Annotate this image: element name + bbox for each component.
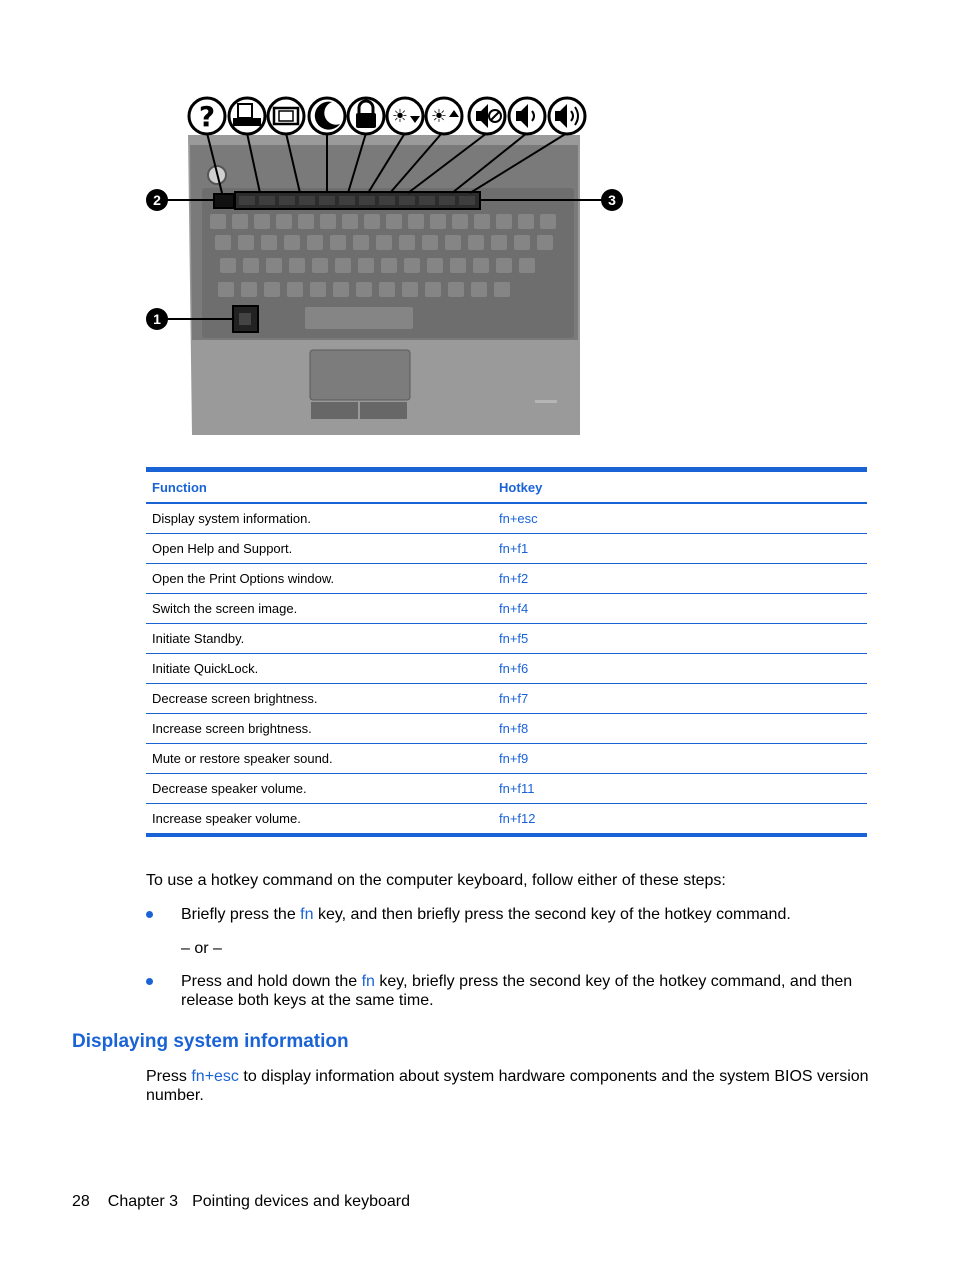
page-number: 28 xyxy=(72,1193,90,1210)
column-header-function: Function xyxy=(152,479,207,495)
keyboard-key xyxy=(537,235,553,250)
table-row xyxy=(146,774,867,804)
keyboard-key xyxy=(376,235,392,250)
keyboard-key xyxy=(284,235,300,250)
hotkey-cell: fn+f8 xyxy=(493,714,867,744)
keyboard-key xyxy=(287,282,303,297)
function-cell: Open Help and Support. xyxy=(146,534,493,564)
keyboard-key xyxy=(232,214,248,229)
function-cell: Mute or restore speaker sound. xyxy=(146,744,493,774)
keyboard-key xyxy=(342,214,358,229)
table-row xyxy=(146,744,867,774)
svg-text:☀: ☀ xyxy=(430,106,448,127)
space-bar xyxy=(305,307,413,329)
hotkey-cell: fn+f4 xyxy=(493,594,867,624)
keyboard-key xyxy=(496,258,512,273)
keyboard-key xyxy=(333,282,349,297)
hotkey-cell: fn+f7 xyxy=(493,684,867,714)
function-cell: Initiate Standby. xyxy=(146,624,493,654)
bullet-2-dot xyxy=(146,978,153,985)
mute-icon xyxy=(469,98,505,134)
keyboard-key xyxy=(218,282,234,297)
keyboard-key xyxy=(540,214,556,229)
brightness-up-icon xyxy=(426,98,462,134)
bullet-2-line2: release both keys at the same time. xyxy=(181,992,434,1009)
keyboard-illustration xyxy=(140,90,640,440)
function-key xyxy=(319,196,335,205)
keyboard-key xyxy=(289,258,305,273)
table-row xyxy=(146,534,867,564)
keyboard-key xyxy=(264,282,280,297)
keyboard-key xyxy=(425,282,441,297)
keyboard-key xyxy=(307,235,323,250)
bullet-2-key: fn xyxy=(361,973,375,990)
keyboard-key xyxy=(381,258,397,273)
callout-3 xyxy=(601,189,623,211)
function-key xyxy=(299,196,315,205)
function-cell: Initiate QuickLock. xyxy=(146,654,493,684)
bullet-1-key: fn xyxy=(300,906,314,923)
keyboard-key xyxy=(243,258,259,273)
keyboard-key xyxy=(518,214,534,229)
esc-key-highlight xyxy=(214,194,234,208)
section-heading: Displaying system information xyxy=(72,1031,349,1052)
intro-text: To use a hotkey command on the computer keyboard, follow either of these steps: xyxy=(146,872,726,889)
hotkey-cell: fn+f11 xyxy=(493,774,867,804)
table-row xyxy=(146,804,867,836)
keyboard-key xyxy=(448,282,464,297)
table-row xyxy=(146,503,867,534)
print-icon xyxy=(229,98,265,134)
keyboard-key xyxy=(335,258,351,273)
keyboard-key xyxy=(238,235,254,250)
bullet-1-dot xyxy=(146,911,153,918)
keyboard-key xyxy=(491,235,507,250)
keyboard-key xyxy=(450,258,466,273)
keyboard-key xyxy=(422,235,438,250)
keyboard-key xyxy=(430,214,446,229)
keyboard-key xyxy=(320,214,336,229)
keyboard-key xyxy=(215,235,231,250)
section-body-text xyxy=(146,1067,869,1105)
function-key xyxy=(439,196,455,205)
hotkey-table xyxy=(146,467,867,837)
hotkey-cell: fn+f6 xyxy=(493,654,867,684)
bullet-2-text xyxy=(181,972,852,1010)
function-key xyxy=(399,196,415,205)
bullet-1-post: key, and then briefly press the second key of the hotkey command. xyxy=(313,906,791,923)
keyboard-key xyxy=(496,214,512,229)
keyboard-key xyxy=(310,282,326,297)
keyboard-key xyxy=(241,282,257,297)
keyboard-key xyxy=(468,235,484,250)
section-line2: number. xyxy=(146,1087,204,1104)
table-body xyxy=(146,503,867,835)
keyboard-key xyxy=(358,258,374,273)
keyboard-key xyxy=(261,235,277,250)
table-header-row xyxy=(146,470,867,504)
function-key xyxy=(359,196,375,205)
keyboard-key xyxy=(356,282,372,297)
volume-up-icon xyxy=(549,98,585,134)
bullet-2-pre: Press and hold down the xyxy=(181,973,362,990)
volume-down-icon xyxy=(509,98,545,134)
help-icon xyxy=(189,98,225,134)
function-cell: Open the Print Options window. xyxy=(146,564,493,594)
function-cell: Decrease screen brightness. xyxy=(146,684,493,714)
keyboard-key xyxy=(514,235,530,250)
display-switch-icon xyxy=(268,98,304,134)
function-cell: Switch the screen image. xyxy=(146,594,493,624)
keyboard-key xyxy=(220,258,236,273)
page-footer xyxy=(72,1193,428,1211)
callout-2 xyxy=(146,189,168,211)
function-key xyxy=(239,196,255,205)
function-cell: Increase screen brightness. xyxy=(146,714,493,744)
keyboard-key xyxy=(330,235,346,250)
keyboard-key xyxy=(298,214,314,229)
keyboard-key xyxy=(399,235,415,250)
keyboard-key xyxy=(404,258,420,273)
touchpad xyxy=(310,350,410,400)
keyboard-key xyxy=(402,282,418,297)
bullet-2-post: key, briefly press the second key of the hotkey command, and then xyxy=(374,973,853,990)
hotkey-cell: fn+f2 xyxy=(493,564,867,594)
function-key xyxy=(459,196,475,205)
table-row xyxy=(146,624,867,654)
table-row xyxy=(146,654,867,684)
keyboard-key xyxy=(276,214,292,229)
callout-1 xyxy=(146,308,168,330)
hotkey-icon-row xyxy=(189,98,585,134)
table-row xyxy=(146,594,867,624)
keyboard-key xyxy=(266,258,282,273)
section-pre: Press xyxy=(146,1068,192,1085)
lock-icon xyxy=(348,98,384,134)
function-cell: Increase speaker volume. xyxy=(146,804,493,836)
brightness-down-icon xyxy=(387,98,423,134)
or-separator: – or – xyxy=(181,940,222,957)
function-key xyxy=(419,196,435,205)
keyboard-key xyxy=(408,214,424,229)
keyboard-key xyxy=(379,282,395,297)
table-row xyxy=(146,714,867,744)
keyboard-key xyxy=(474,214,490,229)
bullet-1-text xyxy=(181,905,791,924)
function-key xyxy=(339,196,355,205)
svg-text:☀: ☀ xyxy=(391,106,409,127)
keyboard-key xyxy=(445,235,461,250)
column-header-hotkey: Hotkey xyxy=(499,479,543,495)
touchpad-right-button xyxy=(360,402,407,419)
keyboard-key xyxy=(452,214,468,229)
keyboard-key xyxy=(427,258,443,273)
keyboard-key xyxy=(471,282,487,297)
keyboard-key xyxy=(494,282,510,297)
hotkey-cell: fn+f12 xyxy=(493,804,867,836)
svg-text:?: ? xyxy=(198,100,216,133)
svg-text:3: 3 xyxy=(608,192,616,208)
keyboard-key xyxy=(312,258,328,273)
keyboard-key xyxy=(364,214,380,229)
keyboard-key xyxy=(353,235,369,250)
bullet-1-pre: Briefly press the xyxy=(181,906,301,923)
hotkey-cell: fn+esc xyxy=(493,503,867,534)
function-key xyxy=(379,196,395,205)
chapter-title: Pointing devices and keyboard xyxy=(192,1193,410,1210)
function-key xyxy=(259,196,275,205)
keyboard-key xyxy=(473,258,489,273)
hotkey-cell: fn+f5 xyxy=(493,624,867,654)
svg-text:1: 1 xyxy=(153,311,161,327)
chapter-label: Chapter 3 xyxy=(107,1193,179,1210)
keyboard-hotkey-diagram xyxy=(140,90,640,440)
svg-text:2: 2 xyxy=(153,192,161,208)
touchpad-left-button xyxy=(311,402,358,419)
table-row xyxy=(146,564,867,594)
hotkey-cell: fn+f1 xyxy=(493,534,867,564)
table-row xyxy=(146,684,867,714)
keyboard-key xyxy=(210,214,226,229)
keyboard-key xyxy=(386,214,402,229)
section-key: fn+esc xyxy=(191,1068,239,1085)
function-cell: Decrease speaker volume. xyxy=(146,774,493,804)
section-post: to display information about system hardware components and the system BIOS version xyxy=(238,1068,869,1085)
hotkey-cell: fn+f9 xyxy=(493,744,867,774)
keyboard-key xyxy=(254,214,270,229)
standby-moon-icon xyxy=(309,98,345,134)
function-key xyxy=(279,196,295,205)
keyboard-key xyxy=(519,258,535,273)
function-cell: Display system information. xyxy=(146,503,493,534)
